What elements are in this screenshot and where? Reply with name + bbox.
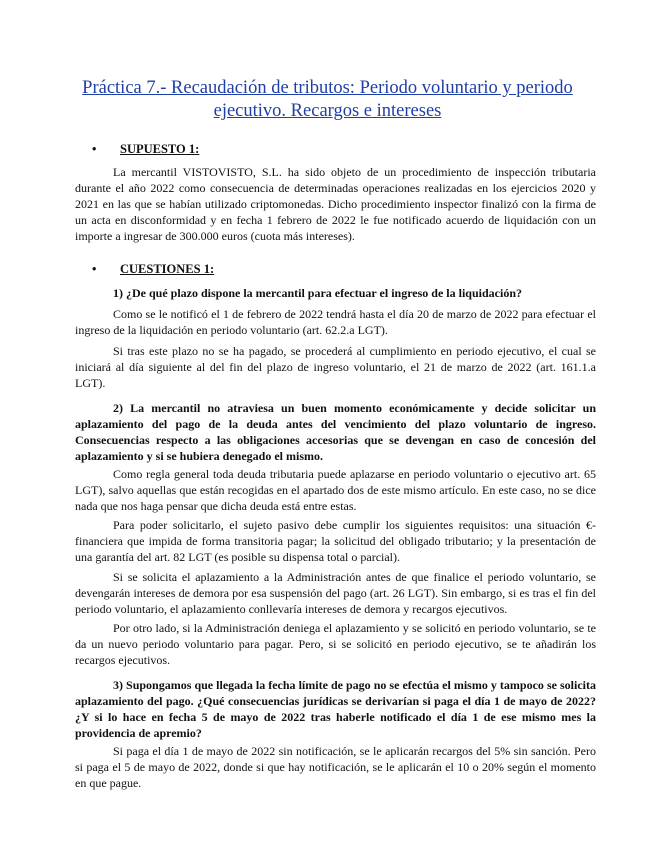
bullet-cuestiones: • bbox=[92, 262, 97, 276]
answer-2-2: Para poder solicitarlo, el sujeto pasivo debe cumplir los siguientes requisitos: una situación €-financiera que impida de forma transitoria pagar; la solicitud del obligado tributario; y la presentación de una garantía del art. 82 LGT (es posible su dispensa total o parcial). bbox=[75, 518, 596, 564]
answer-1-1: Como se le notificó el 1 de febrero de 2022 tendrá hasta el día 20 de marzo de 2022 para efectuar el ingreso de la liquidación en periodo voluntario (art. 62.2.a LGT). bbox=[75, 307, 596, 337]
question-2: 2) La mercantil no atraviesa un buen momento económicamente y decide solicitar un aplazamiento del pago de la deuda antes del vencimiento del plazo voluntario de ingreso. Consecuencias respecto a las obligaciones accesorias que se devengan en caso de concesión del aplazamiento y si se hubiera denegado el mismo. bbox=[75, 401, 596, 463]
answer-1-2: Si tras este plazo no se ha pagado, se procederá al cumplimiento en periodo ejecutivo, el cual se iniciará al día siguiente al del fin del plazo de ingreso voluntario, el 21 de marzo de 2022 (art. 161.1.a LGT). bbox=[75, 344, 596, 390]
bullet-supuesto: • bbox=[92, 142, 97, 156]
supuesto-heading: SUPUESTO 1: bbox=[120, 142, 200, 156]
supuesto-text: La mercantil VISTOVISTO, S.L. ha sido objeto de un procedimiento de inspección tributaria durante el año 2022 como consecuencia de determinadas operaciones realizadas en los ejercicios 2020 y 2021 en las que se habían utilizado criptomonedas. Dicho procedimiento inspector finalizó con la firma de un acta en disconformidad y en fecha 1 febrero de 2022 le fue notificado acuerdo de liquidación con un importe a ingresar de 300.000 euros (cuota más intereses). bbox=[75, 165, 596, 243]
answer-2-1: Como regla general toda deuda tributaria puede aplazarse en periodo voluntario o ejecutivo art. 65 LGT), salvo aquellas que están recogidas en el apartado dos de este mismo artículo. En este caso, no se dice nada que nos haga pensar que dicha deuda está entre estas. bbox=[75, 467, 596, 513]
page-title: Práctica 7.- Recaudación de tributos: Periodo voluntario y periodo ejecutivo. Recargos e intereses bbox=[82, 78, 573, 121]
question-1: 1) ¿De qué plazo dispone la mercantil para efectuar el ingreso de la liquidación? bbox=[113, 286, 522, 300]
answer-2-4: Por otro lado, si la Administración deniega el aplazamiento y se solicitó en periodo voluntario, se te da un nuevo periodo voluntario para pagar. Pero, si se solicitó en periodo ejecutivo, se te añadirán los recargos ejecutivos. bbox=[75, 621, 596, 667]
answer-2-3: Si se solicita el aplazamiento a la Administración antes de que finalice el periodo voluntario, se devengarán intereses de demora por esa suspensión del pago (art. 26 LGT). Sin embargo, si es tras el fin del periodo voluntario, el aplazamiento conllevaría intereses de demora y recargos ejecutivos. bbox=[75, 570, 596, 616]
question-3: 3) Supongamos que llegada la fecha límite de pago no se efectúa el mismo y tampoco se solicita aplazamiento del pago. ¿Qué consecuencias jurídicas se derivarían si paga el día 1 de mayo de 2022? ¿Y si lo hace en fecha 5 de mayo de 2022 tras haberle notificado el día 1 de ese mismo mes la providencia de apremio? bbox=[75, 678, 596, 740]
cuestiones-heading: CUESTIONES 1: bbox=[120, 262, 215, 276]
answer-3-1: Si paga el día 1 de mayo de 2022 sin notificación, se le aplicarán recargos del 5% sin sanción. Pero si paga el 5 de mayo de 2022, donde si que hay notificación, se le aplicarán el 10 o 20% según el momento en que pague. bbox=[75, 744, 596, 790]
